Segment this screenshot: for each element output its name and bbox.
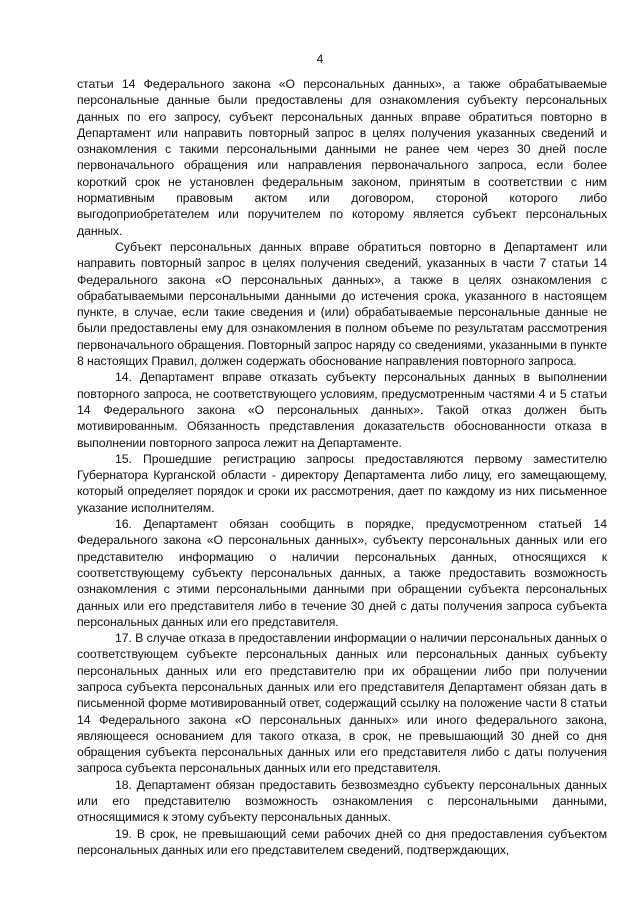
paragraph-continuation: статьи 14 Федерального закона «О персональных данных», а также обрабатываемые персональные данные были предоставлены для ознакомления субъекту персональных данных по его запросу, субъект персональных данных вправе обратиться повторно в Департамент или направить повторный запрос в целях получения указанных сведений и ознакомления с такими персональными данными не ранее чем через 30 дней после первоначального обращения или направления первоначального запроса, если более короткий срок не установлен федеральным законом, принятым в соответствии с ним нормативным правовым актом или договором, стороной которого либо выгодоприобретателем или поручителем по которому является субъект персональных данных. <box>77 77 607 238</box>
paragraph-item-16: 16. Департамент обязан сообщить в порядке, предусмотренном статьей 14 Федерального закона «О персональных данных», субъекту персональных данных или его представителю информацию о наличии персональных данных, относящихся к соответствующему субъекту персональных данных, а также предоставить возможность ознакомления с этими персональными данными при обращении субъекта персональных данных или его представителя либо в течение 30 дней с даты получения запроса субъекта персональных данных или его представителя. <box>77 517 607 629</box>
document-body <box>77 76 607 858</box>
paragraph-repeat-request: Субъект персональных данных вправе обратиться повторно в Департамент или направить повторный запрос в целях получения сведений, указанных в части 7 статьи 14 Федерального закона «О персональных данных», а также в целях ознакомления с обрабатываемыми персональными данными до истечения срока, указанного в настоящем пункте, в случае, если такие сведения и (или) обрабатываемые персональные данные не были предоставлены ему для ознакомления в полном объеме по результатам рассмотрения первоначального обращения. Повторный запрос наряду со сведениями, указанными в пункте 8 настоящих Правил, должен содержать обоснование направления повторного запроса. <box>77 239 607 369</box>
paragraph-item-19: 19. В срок, не превышающий семи рабочих дней со дня предоставления субъектом персональных данных или его представителем сведений, подтверждающих, <box>77 826 607 857</box>
paragraph-item-17: 17. В случае отказа в предоставлении информации о наличии персональных данных о соответствующем субъекте персональных данных или персональных данных субъекту персональных данных или его представителю при их обращении либо при получении запроса субъекта персональных данных или его представителя Департамент обязан дать в письменной форме мотивированный ответ, содержащий ссылку на положение части 8 статьи 14 Федерального закона «О персональных данных» или иного федерального закона, являющееся основанием для такого отказа, в срок, не превышающий 30 дней со дня обращения субъекта персональных данных или его представителя либо с даты получения запроса субъекта персональных данных или его представителя. <box>77 631 607 776</box>
paragraph-item-14: 14. Департамент вправе отказать субъекту персональных данных в выполнении повторного запроса, не соответствующего условиям, предусмотренным частями 4 и 5 статьи 14 Федерального закона «О персональных данных». Такой отказ должен быть мотивированным. Обязанность представления доказательств обоснованности отказа в выполнении повторного запроса лежит на Департаменте. <box>77 370 607 450</box>
paragraph-item-18: 18. Департамент обязан предоставить безвозмездно субъекту персональных данных или его представителю возможность ознакомления с персональными данными, относящимися к этому субъекту персональных данных. <box>77 777 607 825</box>
page-number: 4 <box>316 52 324 66</box>
paragraph-item-15: 15. Прошедшие регистрацию запросы предоставляются первому заместителю Губернатора Курганской области - директору Департамента либо лицу, его замещающему, который определяет порядок и сроки их рассмотрения, дает по каждому из них письменное указание исполнителям. <box>77 451 607 515</box>
